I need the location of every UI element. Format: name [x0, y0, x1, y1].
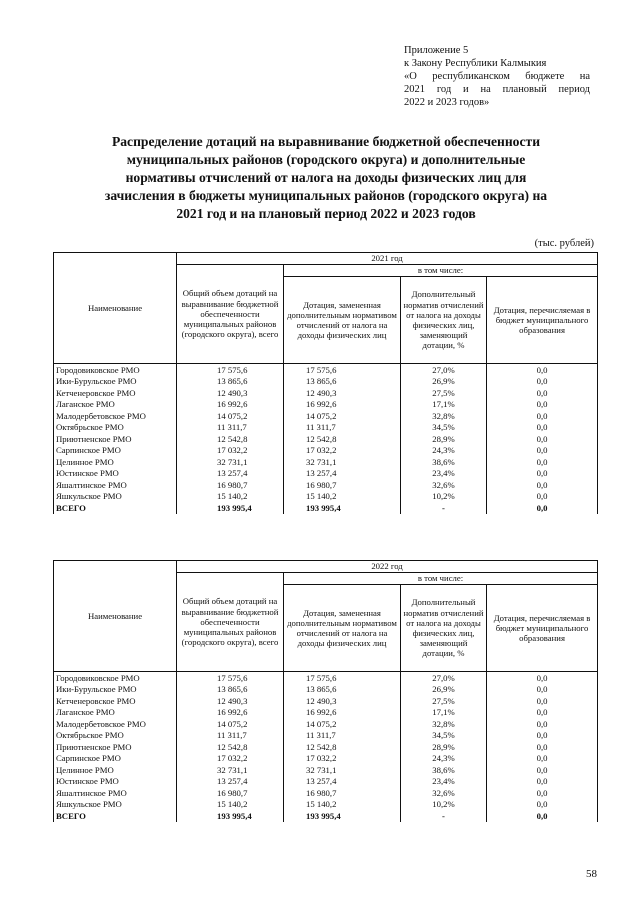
cell-name: Городовиковское РМО — [54, 364, 177, 376]
cell-replaced: 13 257,4 — [284, 776, 401, 788]
table-row — [54, 730, 598, 742]
cell-norm: 23,4% — [401, 468, 487, 480]
cell-replaced: 193 995,4 — [284, 810, 401, 822]
cell-transferred: 0,0 — [487, 364, 598, 376]
table-row — [54, 753, 598, 765]
cell-transferred: 0,0 — [487, 672, 598, 684]
cell-transferred: 0,0 — [487, 741, 598, 753]
table-row — [54, 764, 598, 776]
table-body — [54, 672, 598, 822]
budget-table-2022 — [53, 560, 598, 822]
cell-total: 14 075,2 — [177, 718, 284, 730]
cell-transferred: 0,0 — [487, 776, 598, 788]
table-row — [54, 776, 598, 788]
cell-replaced: 12 542,8 — [284, 433, 401, 445]
cell-total: 17 575,6 — [177, 672, 284, 684]
cell-transferred: 0,0 — [487, 787, 598, 799]
cell-total: 17 032,2 — [177, 445, 284, 457]
cell-total: 193 995,4 — [177, 810, 284, 822]
cell-total: 17 575,6 — [177, 364, 284, 376]
cell-replaced: 17 032,2 — [284, 445, 401, 457]
cell-replaced: 16 992,6 — [284, 399, 401, 411]
header-transferred: Дотация, перечисляемая в бюджет муниципального образования — [487, 585, 598, 672]
cell-transferred: 0,0 — [487, 479, 598, 491]
cell-total: 12 490,3 — [177, 695, 284, 707]
table-row — [54, 479, 598, 491]
header-including: в том числе: — [284, 573, 598, 585]
cell-total: 17 032,2 — [177, 753, 284, 765]
cell-name: Яшалтинское РМО — [54, 787, 177, 799]
cell-norm: 27,0% — [401, 364, 487, 376]
cell-transferred: 0,0 — [487, 410, 598, 422]
table-row — [54, 799, 598, 811]
cell-transferred: 0,0 — [487, 502, 598, 514]
cell-total: 16 980,7 — [177, 787, 284, 799]
table-row — [54, 376, 598, 388]
cell-norm: 24,3% — [401, 753, 487, 765]
cell-replaced: 13 865,6 — [284, 684, 401, 696]
cell-name: Целинное РМО — [54, 456, 177, 468]
cell-transferred: 0,0 — [487, 491, 598, 503]
cell-norm: 26,9% — [401, 376, 487, 388]
header-year: 2021 год — [177, 253, 598, 265]
appendix-line: к Закону Республики Калмыкия — [404, 58, 547, 69]
cell-transferred: 0,0 — [487, 422, 598, 434]
table-row — [54, 695, 598, 707]
appendix-line: Приложение 5 — [404, 45, 469, 56]
cell-name: Юстинское РМО — [54, 468, 177, 480]
table-body — [54, 364, 598, 514]
cell-name: Юстинское РМО — [54, 776, 177, 788]
cell-transferred: 0,0 — [487, 387, 598, 399]
cell-replaced: 12 490,3 — [284, 695, 401, 707]
cell-total: 11 311,7 — [177, 422, 284, 434]
table-row — [54, 707, 598, 719]
appendix-line: 2021 год и на плановый период — [404, 84, 590, 95]
cell-name: Ики-Бурульское РМО — [54, 684, 177, 696]
cell-name: ВСЕГО — [54, 810, 177, 822]
cell-name: Приютненское РМО — [54, 433, 177, 445]
cell-total: 15 140,2 — [177, 799, 284, 811]
cell-transferred: 0,0 — [487, 695, 598, 707]
cell-total: 32 731,1 — [177, 456, 284, 468]
cell-name: Яшкульское РМО — [54, 799, 177, 811]
cell-transferred: 0,0 — [487, 799, 598, 811]
appendix-line: «О республиканском бюджете на — [404, 71, 590, 82]
header-transferred: Дотация, перечисляемая в бюджет муниципального образования — [487, 277, 598, 364]
cell-replaced: 15 140,2 — [284, 491, 401, 503]
table-row — [54, 422, 598, 434]
cell-norm: 27,0% — [401, 672, 487, 684]
cell-total: 13 865,6 — [177, 376, 284, 388]
cell-norm: 24,3% — [401, 445, 487, 457]
cell-total: 13 865,6 — [177, 684, 284, 696]
title-line: зачисления в бюджеты муниципальных районов (городского округа) на — [104, 188, 548, 203]
document-title — [62, 133, 590, 223]
cell-name: Целинное РМО — [54, 764, 177, 776]
header-norm: Дополнительный норматив отчислений от налога на доходы физических лиц, заменяющий дотации, % — [401, 585, 487, 672]
cell-replaced: 15 140,2 — [284, 799, 401, 811]
cell-replaced: 17 575,6 — [284, 364, 401, 376]
cell-replaced: 11 311,7 — [284, 730, 401, 742]
cell-norm: 28,9% — [401, 741, 487, 753]
header-total: Общий объем дотаций на выравнивание бюджетной обеспеченности муниципальных районов (городского округа), всего — [177, 573, 284, 672]
cell-name: Яшалтинское РМО — [54, 479, 177, 491]
cell-name: Сарпинское РМО — [54, 445, 177, 457]
cell-norm: 32,6% — [401, 479, 487, 491]
cell-total: 13 257,4 — [177, 468, 284, 480]
cell-name: Лаганское РМО — [54, 399, 177, 411]
table-row — [54, 410, 598, 422]
cell-norm: 26,9% — [401, 684, 487, 696]
header-including: в том числе: — [284, 265, 598, 277]
cell-transferred: 0,0 — [487, 684, 598, 696]
cell-transferred: 0,0 — [487, 707, 598, 719]
cell-replaced: 16 980,7 — [284, 787, 401, 799]
cell-norm: 28,9% — [401, 433, 487, 445]
cell-replaced: 12 542,8 — [284, 741, 401, 753]
cell-replaced: 14 075,2 — [284, 718, 401, 730]
table-row — [54, 491, 598, 503]
cell-transferred: 0,0 — [487, 468, 598, 480]
table-row — [54, 672, 598, 684]
title-line: муниципальных районов (городского округа) и дополнительные — [126, 152, 526, 167]
cell-name: Ики-Бурульское РМО — [54, 376, 177, 388]
cell-replaced: 13 257,4 — [284, 468, 401, 480]
cell-replaced: 32 731,1 — [284, 764, 401, 776]
cell-transferred: 0,0 — [487, 730, 598, 742]
cell-norm: 27,5% — [401, 695, 487, 707]
cell-replaced: 193 995,4 — [284, 502, 401, 514]
cell-name: Сарпинское РМО — [54, 753, 177, 765]
cell-name: Лаганское РМО — [54, 707, 177, 719]
header-norm: Дополнительный норматив отчислений от налога на доходы физических лиц, заменяющий дотации, % — [401, 277, 487, 364]
cell-replaced: 32 731,1 — [284, 456, 401, 468]
table-row — [54, 787, 598, 799]
cell-transferred: 0,0 — [487, 399, 598, 411]
cell-norm: 27,5% — [401, 387, 487, 399]
table-row — [54, 456, 598, 468]
cell-replaced: 12 490,3 — [284, 387, 401, 399]
total-row — [54, 810, 598, 822]
cell-norm: 34,5% — [401, 730, 487, 742]
cell-total: 16 992,6 — [177, 707, 284, 719]
table-row — [54, 718, 598, 730]
cell-norm: 17,1% — [401, 399, 487, 411]
cell-replaced: 13 865,6 — [284, 376, 401, 388]
total-row — [54, 502, 598, 514]
cell-norm: - — [401, 810, 487, 822]
header-replaced: Дотация, замененная дополнительным нормативом отчислений от налога на доходы физических лиц — [284, 277, 401, 364]
cell-total: 12 490,3 — [177, 387, 284, 399]
cell-name: Малодербетовское РМО — [54, 410, 177, 422]
cell-total: 13 257,4 — [177, 776, 284, 788]
cell-name: ВСЕГО — [54, 502, 177, 514]
cell-transferred: 0,0 — [487, 810, 598, 822]
cell-replaced: 16 980,7 — [284, 479, 401, 491]
table-row — [54, 364, 598, 376]
cell-replaced: 17 032,2 — [284, 753, 401, 765]
title-line: нормативы отчислений от налога на доходы физических лиц для — [125, 170, 527, 185]
cell-total: 16 992,6 — [177, 399, 284, 411]
cell-transferred: 0,0 — [487, 753, 598, 765]
cell-total: 32 731,1 — [177, 764, 284, 776]
cell-norm: 38,6% — [401, 456, 487, 468]
cell-norm: 10,2% — [401, 491, 487, 503]
unit-label: (тыс. рублей) — [534, 238, 594, 249]
cell-total: 193 995,4 — [177, 502, 284, 514]
cell-transferred: 0,0 — [487, 445, 598, 457]
cell-transferred: 0,0 — [487, 456, 598, 468]
appendix-reference — [404, 44, 590, 109]
cell-norm: 32,6% — [401, 787, 487, 799]
cell-name: Октябрьское РМО — [54, 730, 177, 742]
title-line: 2021 год и на плановый период 2022 и 2023 годов — [176, 206, 476, 221]
cell-name: Яшкульское РМО — [54, 491, 177, 503]
header-total: Общий объем дотаций на выравнивание бюджетной обеспеченности муниципальных районов (городского округа), всего — [177, 265, 284, 364]
budget-table-2021 — [53, 252, 598, 514]
page-number: 58 — [586, 868, 597, 880]
table-row — [54, 433, 598, 445]
table-row — [54, 399, 598, 411]
cell-replaced: 14 075,2 — [284, 410, 401, 422]
cell-replaced: 17 575,6 — [284, 672, 401, 684]
cell-total: 12 542,8 — [177, 741, 284, 753]
cell-total: 11 311,7 — [177, 730, 284, 742]
cell-norm: 23,4% — [401, 776, 487, 788]
cell-norm: 32,8% — [401, 718, 487, 730]
cell-transferred: 0,0 — [487, 718, 598, 730]
cell-total: 14 075,2 — [177, 410, 284, 422]
table-row — [54, 387, 598, 399]
cell-total: 15 140,2 — [177, 491, 284, 503]
cell-norm: - — [401, 502, 487, 514]
title-line: Распределение дотаций на выравнивание бюджетной обеспеченности — [111, 134, 541, 149]
table-row — [54, 468, 598, 480]
table-row — [54, 684, 598, 696]
cell-norm: 38,6% — [401, 764, 487, 776]
header-name: Наименование — [54, 561, 177, 672]
cell-name: Приютненское РМО — [54, 741, 177, 753]
cell-name: Кетченеровское РМО — [54, 387, 177, 399]
cell-replaced: 16 992,6 — [284, 707, 401, 719]
cell-total: 16 980,7 — [177, 479, 284, 491]
table-row — [54, 445, 598, 457]
cell-norm: 17,1% — [401, 707, 487, 719]
cell-transferred: 0,0 — [487, 376, 598, 388]
header-replaced: Дотация, замененная дополнительным нормативом отчислений от налога на доходы физических лиц — [284, 585, 401, 672]
cell-total: 12 542,8 — [177, 433, 284, 445]
cell-norm: 10,2% — [401, 799, 487, 811]
appendix-line: 2022 и 2023 годов» — [404, 97, 490, 108]
cell-name: Кетченеровское РМО — [54, 695, 177, 707]
cell-name: Малодербетовское РМО — [54, 718, 177, 730]
cell-replaced: 11 311,7 — [284, 422, 401, 434]
cell-name: Городовиковское РМО — [54, 672, 177, 684]
table-row — [54, 741, 598, 753]
cell-name: Октябрьское РМО — [54, 422, 177, 434]
cell-norm: 32,8% — [401, 410, 487, 422]
header-year: 2022 год — [177, 561, 598, 573]
header-name: Наименование — [54, 253, 177, 364]
cell-transferred: 0,0 — [487, 433, 598, 445]
cell-transferred: 0,0 — [487, 764, 598, 776]
cell-norm: 34,5% — [401, 422, 487, 434]
